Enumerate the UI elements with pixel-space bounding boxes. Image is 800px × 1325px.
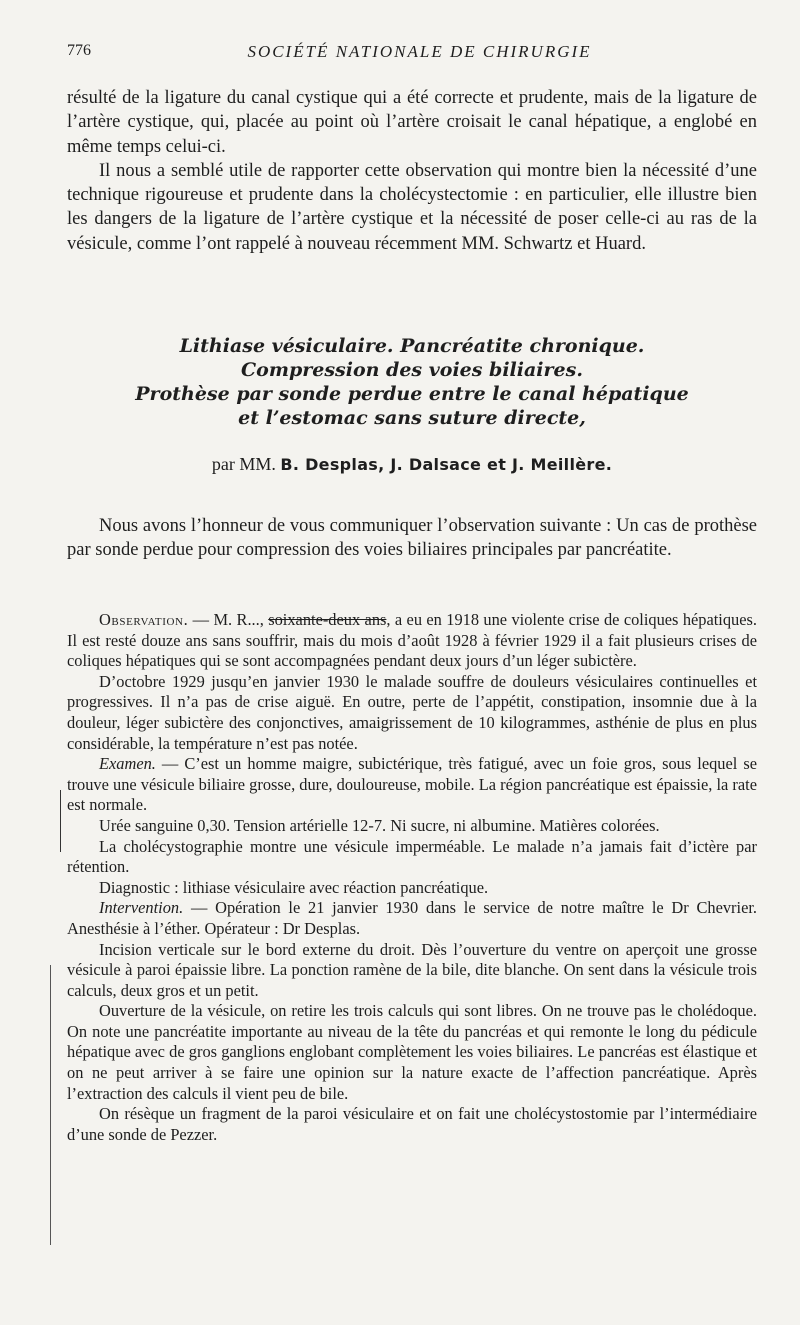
observation-paragraph-4: Urée sanguine 0,30. Tension artérielle 12-7. Ni sucre, ni albumine. Matières colorées.: [99, 815, 660, 835]
observation-paragraph-2: D’octobre 1929 jusqu’en janvier 1930 le malade souffre de douleurs vésiculaires continuelles et progressives. Il n’a pas de crise aiguë. En outre, perte de l’appétit, constipation, insomnie due à la douleur, léger subictère des conjonctives, amaigrissement de 10 kilogrammes, asthénie de plus en plus considérable, la température n’est pas notée.: [67, 671, 757, 753]
page-number: 776: [67, 42, 91, 59]
observation-paragraph-6: Diagnostic : lithiase vésiculaire avec réaction pancréatique.: [99, 877, 489, 897]
observation-paragraph-5: La cholécystographie montre une vésicule imperméable. Le malade n’a jamais fait d’ictère par rétention.: [67, 836, 757, 877]
title-line-2: Compression des voies biliaires.: [241, 359, 583, 381]
authors-prefix: par MM.: [211, 454, 276, 474]
intro-section: [67, 86, 757, 256]
examen-text: — C’est un homme maigre, subictérique, très fatigué, avec un foie gros, sous lequel se trouve une vésicule biliaire grosse, dure, douloureuse, mobile. La région pancréatique est épaissie, la rate est normale.: [67, 754, 757, 815]
intro-paragraph-1: résulté de la ligature du canal cystique qui a été correcte et prudente, mais de la ligature de l’artère cystique, qui, placée au point où l’artère croisait le canal hépatique, a englobé en même temps celui-ci.: [67, 88, 757, 157]
intro-paragraph-2: Il nous a semblé utile de rapporter cette observation qui montre bien la nécessité d’une technique rigoureuse et prudente dans la cholécystectomie : en particulier, elle illustre bien les dangers de la ligature de l’artère cystique et la nécessité de poser celle-ci au ras de la vésicule, comme l’ont rappelé à nouveau récemment MM. Schwartz et Huard.: [67, 160, 757, 254]
observation-paragraph-1: [67, 610, 757, 672]
page-header: [67, 42, 742, 66]
title-line-3: Prothèse par sonde perdue entre le canal hépatique: [135, 383, 689, 405]
article-authors: [67, 454, 757, 475]
examen-label: Examen.: [99, 754, 156, 774]
margin-pencil-mark-1: [60, 790, 61, 852]
observation-p1-rest: , a eu en 1918 une violente crise de coliques hépatiques. Il est resté douze ans sans souffrir, mais du mois d’août 1928 à février 1929 il a fait plusieurs crises de coliques hépatiques qui se sont accompagnées pendant deux jours d’un léger subictère.: [67, 610, 758, 671]
crossed-out-age: soixante-deux ans: [268, 610, 387, 629]
observation-paragraph-10: On résèque un fragment de la paroi vésiculaire et on fait une cholécystostomie par l’intermédiaire d’une sonde de Pezzer.: [67, 1104, 757, 1144]
lead-paragraph: Nous avons l’honneur de vous communiquer l’observation suivante : Un cas de prothèse par sonde perdue pour compression des voies biliaires principales par pancréatite.: [67, 516, 757, 561]
observation-paragraph-3: [67, 754, 757, 816]
intervention-text: — Opération le 21 janvier 1930 dans le service de notre maître le Dr Chevrier. Anesthésie à l’éther. Opérateur : Dr Desplas.: [67, 898, 757, 938]
title-line-1: Lithiase vésiculaire. Pancréatite chronique.: [179, 335, 645, 357]
observation-paragraph-9: Ouverture de la vésicule, on retire les trois calculs qui sont libres. On ne trouve pas le cholédoque. On note une pancréatite importante au niveau de la tête du pancréas et qui remonte le long du pédicule hépatique avec de gros ganglions englobant complètement les voies biliaires. Le pancréas est élastique et on ne peut arriver à se faire une opinion sur la nature exacte de l’affection pancréatique. Après l’extraction des calculs il vient peu de bile.: [67, 1001, 757, 1103]
authors-names: B. Desplas, J. Dalsace et J. Meillère.: [280, 455, 613, 474]
observation-label: Observation.: [99, 610, 189, 629]
title-line-4: et l’estomac sans suture directe,: [238, 407, 586, 429]
article-title: [67, 334, 757, 430]
intervention-label: Intervention.: [99, 898, 184, 918]
observation-paragraph-7: [67, 898, 757, 939]
running-head: SOCIÉTÉ NATIONALE DE CHIRURGIE: [247, 42, 592, 61]
lead-section: [67, 514, 757, 563]
observation-paragraph-8: Incision verticale sur le bord externe du droit. Dès l’ouverture du ventre on aperçoit une grosse vésicule à paroi épaissie libre. La ponction ramène de la bile, dite blanche. On sent dans la vésicule trois calculs, deux gros et un petit.: [67, 939, 757, 1000]
observation-sep: — M. R...,: [188, 610, 269, 629]
observation-section: [67, 610, 757, 1145]
margin-pencil-mark-2: [50, 965, 51, 1245]
